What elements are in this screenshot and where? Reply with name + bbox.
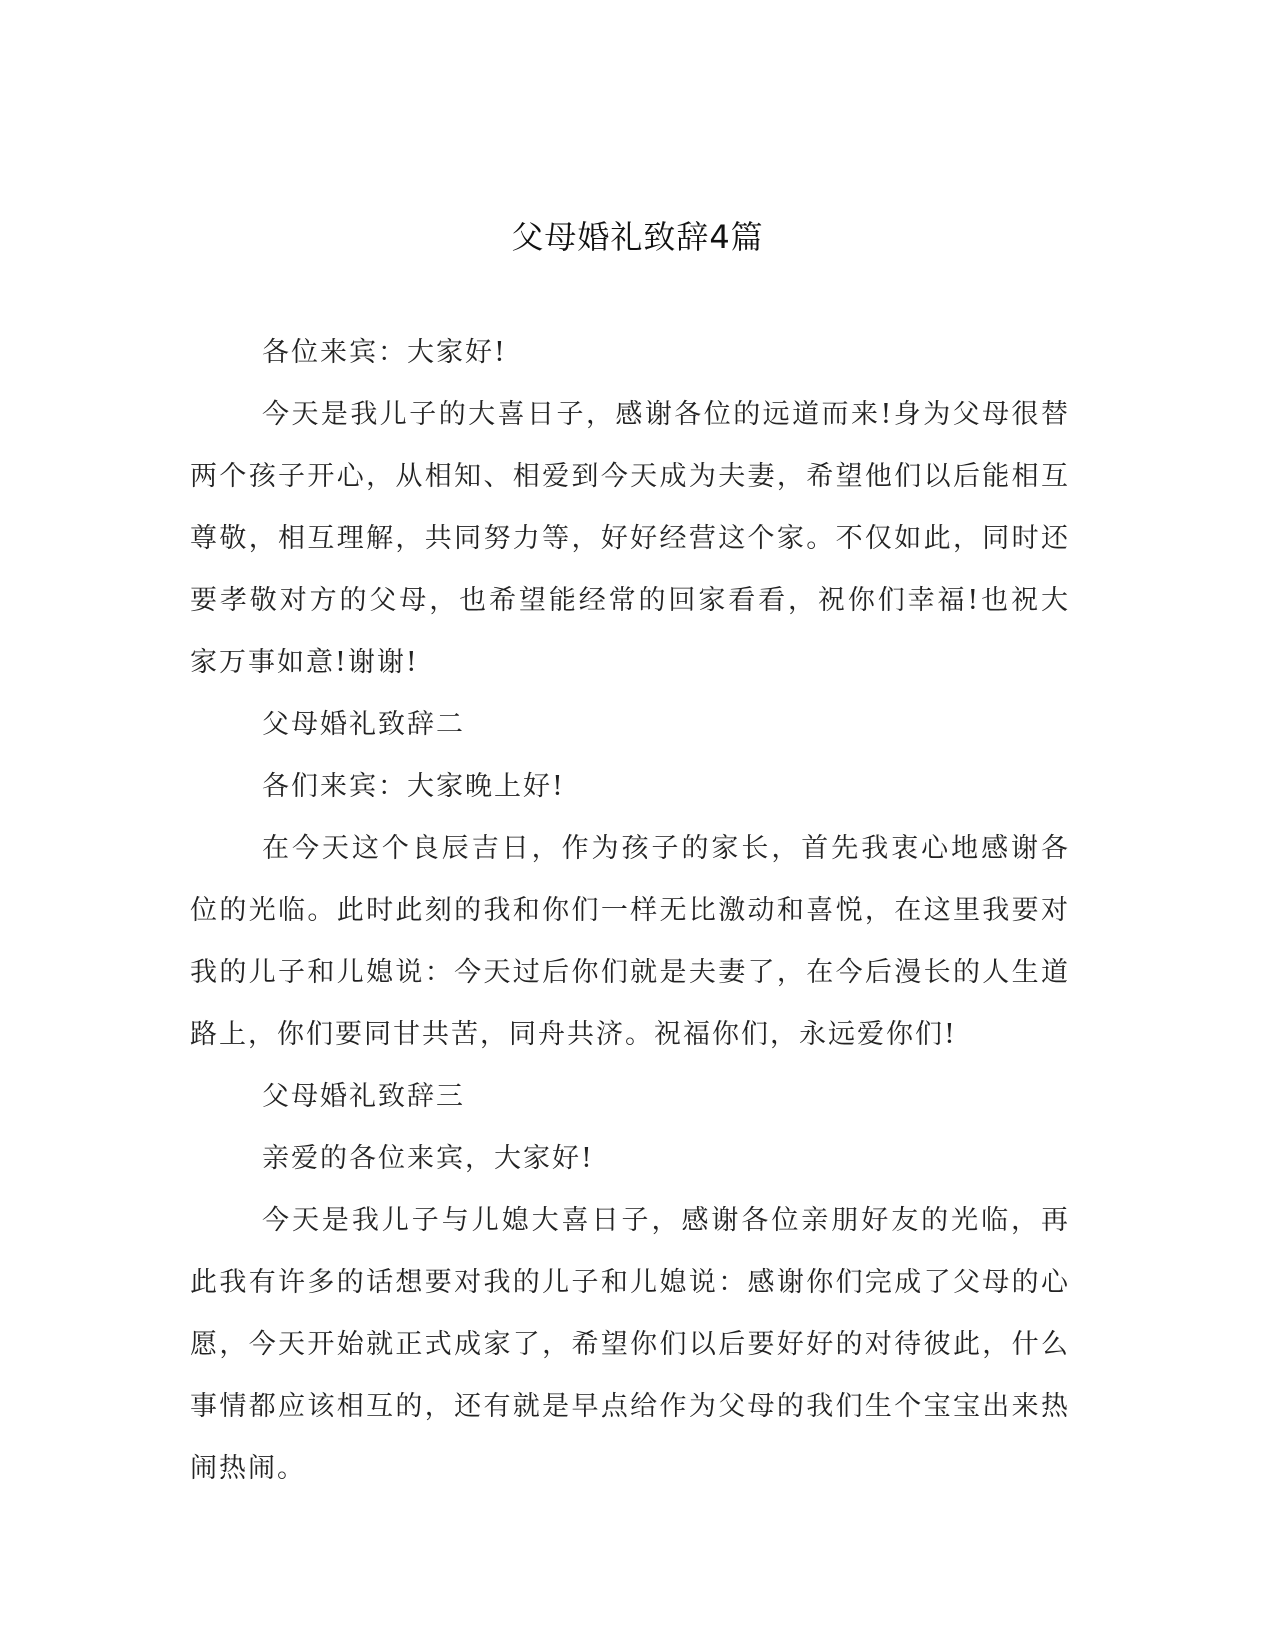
section-heading-2: 父母婚礼致辞二 <box>262 709 465 740</box>
paragraph-speech-2: 在今天这个良辰吉日，作为孩子的家长，首先我衷心地感谢各位的光临。此时此刻的我和你们一样无比激动和喜悦，在这里我要对我的儿子和儿媳说：今天过后你们就是夫妻了，在今后漫长的人生道路上，你们要同甘共苦，同舟共济。祝福你们，永远爱你们! <box>190 833 1070 1050</box>
document-body <box>190 322 1070 1500</box>
section-heading-3: 父母婚礼致辞三 <box>262 1081 465 1112</box>
paragraph-greeting-2: 各们来宾：大家晚上好! <box>262 771 565 802</box>
paragraph-greeting-3: 亲爱的各位来宾，大家好! <box>262 1143 594 1174</box>
paragraph-speech-3: 今天是我儿子与儿媳大喜日子，感谢各位亲朋好友的光临，再此我有许多的话想要对我的儿子和儿媳说：感谢你们完成了父母的心愿，今天开始就正式成家了，希望你们以后要好好的对待彼此，什么事情都应该相互的，还有就是早点给作为父母的我们生个宝宝出来热闹热闹。 <box>190 1205 1070 1484</box>
paragraph-speech-1: 今天是我儿子的大喜日子，感谢各位的远道而来!身为父母很替两个孩子开心，从相知、相爱到今天成为夫妻，希望他们以后能相互尊敬，相互理解，共同努力等，好好经营这个家。不仅如此，同时还要孝敬对方的父母，也希望能经常的回家看看，祝你们幸福!也祝大家万事如意!谢谢! <box>190 399 1070 678</box>
document-title: 父母婚礼致辞4篇 <box>511 218 764 256</box>
paragraph-greeting-1: 各位来宾：大家好! <box>262 337 507 368</box>
